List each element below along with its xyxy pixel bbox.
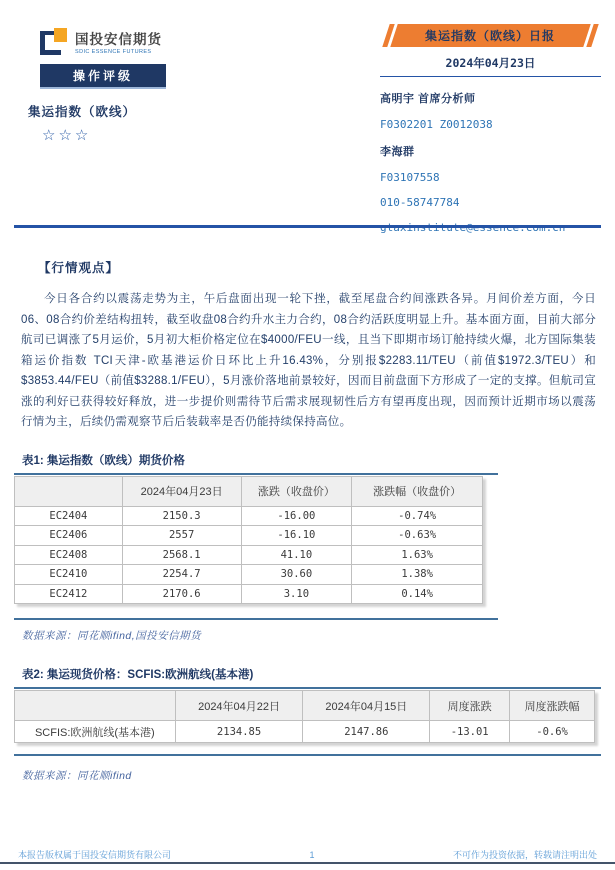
change-cell: -13.01: [430, 721, 510, 743]
analyst-block: [380, 90, 601, 234]
table2-header-index: [15, 691, 176, 721]
change-pct-cell: 1.63%: [352, 545, 483, 565]
change-cell: -16.10: [241, 526, 352, 546]
table-header-row: [15, 691, 595, 721]
table-row: [15, 506, 483, 526]
spot-price-table: [14, 690, 595, 743]
table2-bottom-rule: [14, 754, 601, 756]
contact-phone: 010-58747784: [380, 196, 460, 209]
footer-disclaimer: 不可作为投资依据，转载请注明出处: [452, 850, 597, 860]
contract-code: EC2410: [15, 565, 123, 585]
change-pct-cell: -0.63%: [352, 526, 483, 546]
change-cell: 41.10: [241, 545, 352, 565]
price-cell: 2147.86: [303, 721, 430, 743]
table2-top-rule: [14, 687, 601, 689]
report-date: 2024年04月23日: [380, 55, 601, 77]
footer-rule: [0, 862, 615, 864]
table-row: [15, 526, 483, 546]
header-left-column: [0, 0, 370, 144]
price-cell: 2557: [122, 526, 241, 546]
star-rating: ☆☆☆: [42, 127, 92, 144]
header-right-column: [380, 24, 601, 246]
table2-header-weekly-change-pct: 周度涨跌幅: [510, 691, 595, 721]
table1-bottom-rule: [14, 618, 498, 620]
report-title-banner: [386, 24, 595, 47]
company-logo: [40, 28, 370, 55]
viewpoint-heading: 【行情观点】: [38, 261, 120, 275]
change-cell: 3.10: [241, 584, 352, 604]
table2-header-date2: 2024年04月15日: [303, 691, 430, 721]
table1-header-date: 2024年04月23日: [122, 476, 241, 506]
index-name: SCFIS:欧洲航线(基本港): [15, 721, 176, 743]
futures-price-section: [14, 452, 601, 644]
change-cell: -16.00: [241, 506, 352, 526]
price-cell: 2254.7: [122, 565, 241, 585]
price-cell: 2568.1: [122, 545, 241, 565]
company-name-cn: 国投安信期货: [75, 32, 162, 47]
header-divider: [14, 225, 601, 228]
price-cell: 2150.3: [122, 506, 241, 526]
table1-header-contract: [15, 476, 123, 506]
price-cell: 2170.6: [122, 584, 241, 604]
rating-label-box: 操作评级: [40, 64, 166, 89]
contract-code: EC2408: [15, 545, 123, 565]
footer-copyright: 本报告版权属于国投安信期货有限公司: [18, 850, 172, 860]
table1-top-rule: [14, 473, 498, 475]
contract-code: EC2406: [15, 526, 123, 546]
price-cell: 2134.85: [175, 721, 303, 743]
contract-code: EC2404: [15, 506, 123, 526]
analyst-2-name: 李海群: [380, 146, 415, 158]
table-header-row: [15, 476, 483, 506]
table1-header-change-pct: 涨跌幅（收盘价）: [352, 476, 483, 506]
table2-header-weekly-change: 周度涨跌: [430, 691, 510, 721]
change-pct-cell: 0.14%: [352, 584, 483, 604]
table2-header-date1: 2024年04月22日: [175, 691, 303, 721]
table1-title: 表1: 集运指数（欧线）期货价格: [22, 454, 185, 467]
contract-code: EC2412: [15, 584, 123, 604]
analyst-2-codes: F03107558: [380, 171, 440, 184]
table-row: [15, 565, 483, 585]
table2-title: 表2: 集运现货价格：SCFIS:欧洲航线(基本港): [22, 669, 254, 681]
spot-price-section: [14, 666, 601, 783]
analyst-1-codes: F0302201 Z0012038: [380, 118, 493, 131]
table-row: [15, 545, 483, 565]
table-row: [15, 584, 483, 604]
change-pct-cell: 1.38%: [352, 565, 483, 585]
report-header: [0, 0, 615, 232]
analyst-1-name: 高明宇 首席分析师: [380, 93, 476, 105]
table1-header-change: 涨跌（收盘价）: [241, 476, 352, 506]
viewpoint-paragraph: 今日各合约以震荡走势为主，午后盘面出现一轮下挫，截至尾盘合约间涨跌各异。月间价差方面，今日06、08合约价差结构扭转，截至收盘08合约升水主力合约，08合约活跃度明显上升。基本面方面，目前大部分航司已调涨了5月运价，5月初大柜价格定位在$4000/FEU一线，且当下即期市场订舱持续火爆，北方国际集装箱运价指数 TCI天津-欧基港运价日环比上升16.43%，分别报$2283.11/TEU（前值$1972.3/TEU）和$3853.44/FEU（前值$3288.1/FEU），5月涨价落地前景较好，因而目前盘面下方形成了一定的支撑。但航司宣涨的利好已获得较好释放，进一步提价则需待节后需求展现韧性后方有望再度出现，因而预计近期市场以震荡行情为主，后续仍需观察节后后装载率是否仍能持续保持高位。: [21, 293, 596, 428]
report-title: 集运指数（欧线）日报: [425, 29, 556, 43]
table-row: [15, 721, 595, 743]
company-name-en: SDIC ESSENCE FUTURES: [75, 49, 152, 55]
change-pct-cell: -0.74%: [352, 506, 483, 526]
change-pct-cell: -0.6%: [510, 721, 595, 743]
contact-email[interactable]: gtaxinstitute@essence.com.cn: [380, 221, 566, 234]
table1-source: 数据来源：同花顺ifind,国投安信期货: [22, 630, 202, 642]
footer-page-number: 1: [309, 849, 315, 860]
table2-source: 数据来源：同花顺ifind: [22, 770, 132, 782]
futures-price-table: [14, 476, 483, 605]
company-logo-icon: [40, 28, 67, 55]
page-footer: [0, 848, 615, 861]
change-cell: 30.60: [241, 565, 352, 585]
product-name: 集运指数（欧线）: [28, 105, 137, 119]
